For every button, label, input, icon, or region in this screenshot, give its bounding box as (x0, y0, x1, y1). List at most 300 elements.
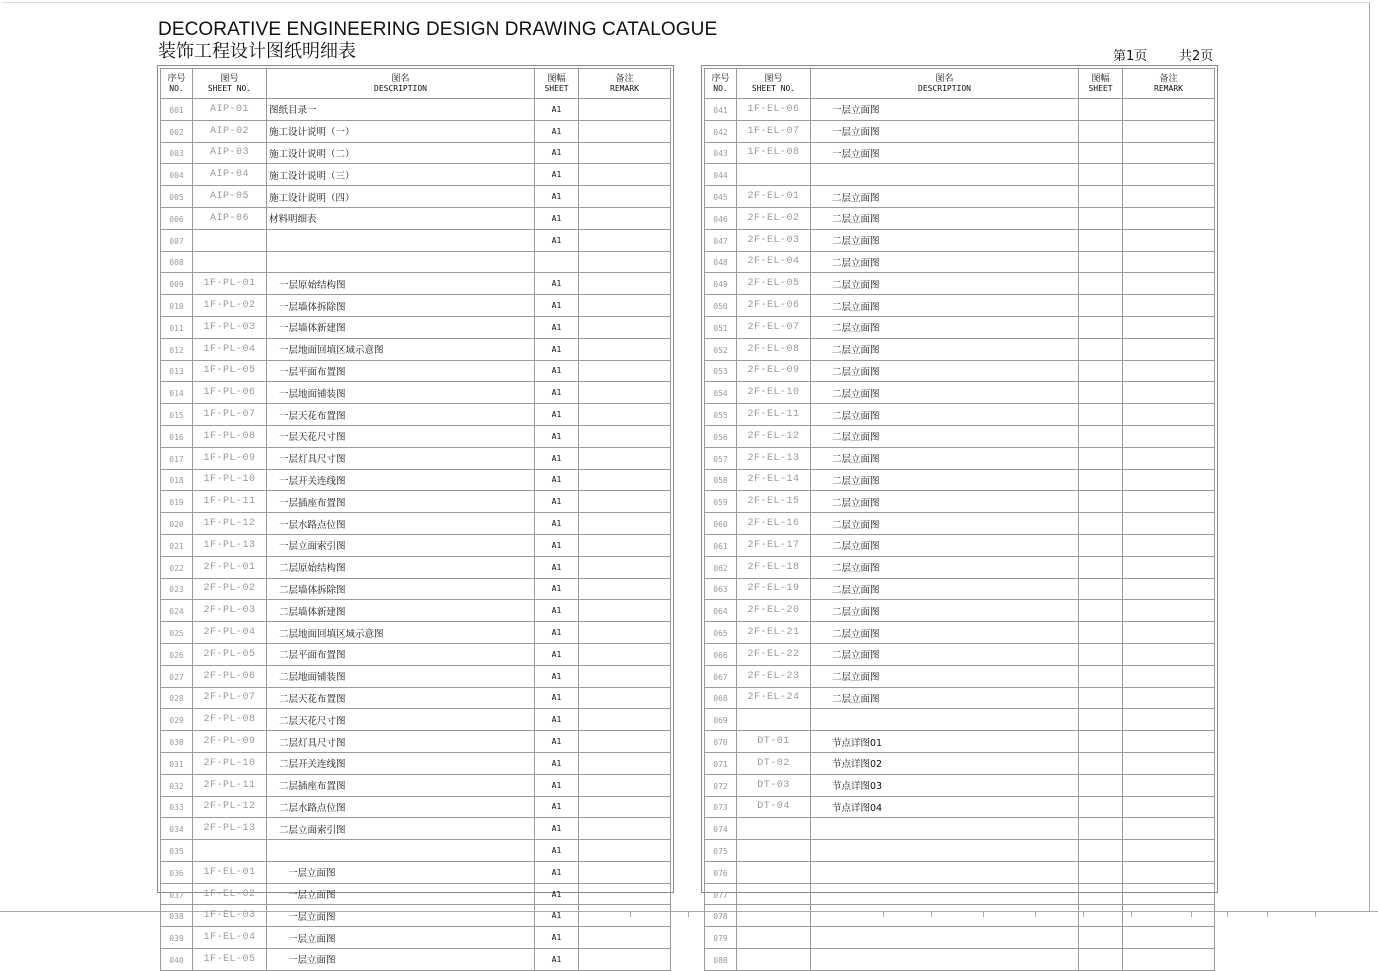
drawing-description: 一层开关连线图 (267, 469, 535, 491)
sheet-number: AIP-06 (193, 207, 267, 229)
remark-cell (579, 840, 671, 862)
table-row (161, 469, 671, 491)
row-number: 047 (705, 229, 737, 251)
row-number: 067 (705, 665, 737, 687)
sheet-number: 2F-EL-10 (737, 382, 811, 404)
remark-cell (579, 709, 671, 731)
row-number: 001 (161, 99, 193, 121)
sheet-number: 2F-EL-18 (737, 556, 811, 578)
sheet-size (1079, 360, 1123, 382)
sheet-size (1079, 600, 1123, 622)
sheet-size (1079, 556, 1123, 578)
remark-cell (579, 796, 671, 818)
drawing-description: 二层立面图 (811, 273, 1079, 295)
drawing-description: 二层立面图 (811, 534, 1079, 556)
row-number: 058 (705, 469, 737, 491)
drawing-description: 二层地面铺装图 (267, 665, 535, 687)
table-row (705, 905, 1215, 927)
catalogue-title-en: DECORATIVE ENGINEERING DESIGN DRAWING CATALOGUE (158, 19, 718, 40)
drawing-description: 一层原始结构图 (267, 273, 535, 295)
drawing-description: 一层平面布置图 (267, 360, 535, 382)
drawing-description: 二层立面图 (811, 295, 1079, 317)
remark-cell (579, 578, 671, 600)
row-number: 030 (161, 731, 193, 753)
table-row (705, 600, 1215, 622)
header-description: 图名 DESCRIPTION (811, 69, 1079, 99)
row-number: 006 (161, 207, 193, 229)
sheet-size (1079, 752, 1123, 774)
sheet-size (1079, 840, 1123, 862)
sheet-size (1079, 447, 1123, 469)
row-number: 002 (161, 120, 193, 142)
sheet-number (737, 883, 811, 905)
drawing-description: 二层地面回填区域示意图 (267, 622, 535, 644)
table-row (705, 883, 1215, 905)
row-number: 010 (161, 295, 193, 317)
sheet-number: 2F-EL-03 (737, 229, 811, 251)
drawing-description: 一层天花布置图 (267, 404, 535, 426)
table-row (705, 251, 1215, 273)
drawing-description: 二层立面图 (811, 513, 1079, 535)
remark-cell (1123, 643, 1215, 665)
row-number: 038 (161, 905, 193, 927)
sheet-size: A1 (535, 99, 579, 121)
drawing-description: 节点详图03 (811, 774, 1079, 796)
row-number: 076 (705, 861, 737, 883)
header-sheet-no: 图号 SHEET NO. (737, 69, 811, 99)
row-number: 066 (705, 643, 737, 665)
drawing-description: 一层立面图 (267, 883, 535, 905)
drawing-list-table-left (160, 68, 671, 971)
drawing-description: 一层立面图 (267, 861, 535, 883)
row-number: 027 (161, 665, 193, 687)
drawing-description: 二层立面图 (811, 556, 1079, 578)
row-number: 015 (161, 404, 193, 426)
sheet-size: A1 (535, 120, 579, 142)
remark-cell (1123, 796, 1215, 818)
sheet-number: 2F-EL-20 (737, 600, 811, 622)
row-number: 055 (705, 404, 737, 426)
sheet-size (1079, 709, 1123, 731)
row-number: 004 (161, 164, 193, 186)
sheet-size (1079, 665, 1123, 687)
sheet-number: 2F-EL-04 (737, 251, 811, 273)
row-number: 045 (705, 186, 737, 208)
row-number: 059 (705, 491, 737, 513)
sheet-number (737, 709, 811, 731)
sheet-size (1079, 731, 1123, 753)
sheet-size (1079, 404, 1123, 426)
sheet-size (1079, 229, 1123, 251)
table-row (705, 316, 1215, 338)
remark-cell (1123, 295, 1215, 317)
header-remark: 备注 REMARK (579, 69, 671, 99)
sheet-number: 1F-PL-09 (193, 447, 267, 469)
sheet-number: 1F-EL-08 (737, 142, 811, 164)
row-number: 008 (161, 251, 193, 273)
sheet-number: 2F-EL-01 (737, 186, 811, 208)
remark-cell (579, 556, 671, 578)
table-row (161, 622, 671, 644)
drawing-description (811, 927, 1079, 949)
sheet-size (1079, 469, 1123, 491)
drawing-description (267, 840, 535, 862)
remark-cell (579, 425, 671, 447)
drawing-description (811, 861, 1079, 883)
sheet-size: A1 (535, 186, 579, 208)
remark-cell (1123, 731, 1215, 753)
drawing-description (811, 840, 1079, 862)
sheet-number: 2F-EL-22 (737, 643, 811, 665)
sheet-size: A1 (535, 622, 579, 644)
table-row (161, 534, 671, 556)
sheet-size: A1 (535, 425, 579, 447)
table-row (705, 382, 1215, 404)
row-number: 043 (705, 142, 737, 164)
table-row (161, 120, 671, 142)
title-block-divider (1315, 912, 1316, 917)
row-number: 022 (161, 556, 193, 578)
row-number: 042 (705, 120, 737, 142)
sheet-size (1079, 186, 1123, 208)
remark-cell (579, 469, 671, 491)
title-block-divider (1267, 912, 1268, 917)
sheet-number: 2F-EL-12 (737, 425, 811, 447)
table-row (705, 556, 1215, 578)
title-block-divider (983, 912, 984, 917)
table-row (161, 360, 671, 382)
title-block-divider (630, 912, 631, 917)
sheet-number (737, 927, 811, 949)
drawing-description: 一层立面图 (267, 949, 535, 971)
table-row (161, 425, 671, 447)
sheet-number: 2F-PL-13 (193, 818, 267, 840)
sheet-number: 2F-EL-23 (737, 665, 811, 687)
sheet-size (1079, 382, 1123, 404)
sheet-size: A1 (535, 295, 579, 317)
sheet-number (737, 949, 811, 971)
drawing-description (811, 164, 1079, 186)
remark-cell (1123, 360, 1215, 382)
table-row (161, 731, 671, 753)
remark-cell (579, 382, 671, 404)
sheet-size: A1 (535, 164, 579, 186)
remark-cell (1123, 949, 1215, 971)
sheet-size: A1 (535, 534, 579, 556)
drawing-description (811, 949, 1079, 971)
catalogue-title-cn: 装饰工程设计图纸明细表 (158, 41, 356, 62)
remark-cell (1123, 491, 1215, 513)
header-no: 序号 NO. (705, 69, 737, 99)
sheet-number: 1F-EL-02 (193, 883, 267, 905)
table-row (161, 578, 671, 600)
sheet-number: 1F-EL-03 (193, 905, 267, 927)
sheet-size: A1 (535, 142, 579, 164)
remark-cell (579, 534, 671, 556)
remark-cell (1123, 578, 1215, 600)
remark-cell (1123, 99, 1215, 121)
table-row (705, 229, 1215, 251)
sheet-number (737, 861, 811, 883)
table-row (161, 949, 671, 971)
sheet-size: A1 (535, 665, 579, 687)
sheet-number: 1F-PL-05 (193, 360, 267, 382)
table-row (705, 949, 1215, 971)
remark-cell (579, 251, 671, 273)
sheet-size: A1 (535, 469, 579, 491)
drawing-description: 二层立面索引图 (267, 818, 535, 840)
sheet-size (535, 251, 579, 273)
drawing-description: 二层立面图 (811, 665, 1079, 687)
row-number: 019 (161, 491, 193, 513)
remark-cell (579, 338, 671, 360)
sheet-size (1079, 534, 1123, 556)
remark-cell (1123, 774, 1215, 796)
remark-cell (1123, 665, 1215, 687)
sheet-size (1079, 338, 1123, 360)
table-row (161, 295, 671, 317)
remark-cell (1123, 622, 1215, 644)
sheet-size: A1 (535, 207, 579, 229)
drawing-description: 二层立面图 (811, 207, 1079, 229)
sheet-number: 2F-PL-08 (193, 709, 267, 731)
drawing-description: 二层墙体新建图 (267, 600, 535, 622)
table-row (161, 643, 671, 665)
remark-cell (579, 120, 671, 142)
sheet-size: A1 (535, 229, 579, 251)
table-row (161, 687, 671, 709)
drawing-description: 二层立面图 (811, 360, 1079, 382)
row-number: 080 (705, 949, 737, 971)
table-row (705, 665, 1215, 687)
sheet-number: 1F-PL-10 (193, 469, 267, 491)
sheet-size: A1 (535, 883, 579, 905)
title-block-divider (1035, 912, 1036, 917)
sheet-size (1079, 316, 1123, 338)
row-number: 060 (705, 513, 737, 535)
sheet-number (193, 251, 267, 273)
drawing-description (267, 251, 535, 273)
table-row (705, 447, 1215, 469)
drawing-description: 二层开关连线图 (267, 752, 535, 774)
row-number: 003 (161, 142, 193, 164)
sheet-number: AIP-02 (193, 120, 267, 142)
sheet-number: 1F-PL-11 (193, 491, 267, 513)
drawing-description: 一层立面图 (811, 99, 1079, 121)
sheet-number: 2F-EL-19 (737, 578, 811, 600)
sheet-number: 2F-PL-11 (193, 774, 267, 796)
row-number: 077 (705, 883, 737, 905)
row-number: 037 (161, 883, 193, 905)
remark-cell (1123, 883, 1215, 905)
table-row (705, 99, 1215, 121)
sheet-size (1079, 818, 1123, 840)
table-row (705, 491, 1215, 513)
table-row (705, 818, 1215, 840)
table-row (161, 251, 671, 273)
table-row (705, 709, 1215, 731)
sheet-size (1079, 142, 1123, 164)
drawing-description: 二层立面图 (811, 643, 1079, 665)
row-number: 046 (705, 207, 737, 229)
table-row (161, 556, 671, 578)
page-number: 第1页 (1113, 49, 1148, 64)
table-row (161, 796, 671, 818)
sheet-number: DT-02 (737, 752, 811, 774)
table-row (705, 840, 1215, 862)
sheet-number: 2F-EL-14 (737, 469, 811, 491)
table-row (705, 534, 1215, 556)
row-number: 031 (161, 752, 193, 774)
table-row (705, 578, 1215, 600)
title-block-divider (688, 912, 689, 917)
row-number: 013 (161, 360, 193, 382)
drawing-description: 一层立面索引图 (267, 534, 535, 556)
row-number: 017 (161, 447, 193, 469)
remark-cell (1123, 447, 1215, 469)
sheet-size: A1 (535, 382, 579, 404)
sheet-number: 1F-EL-06 (737, 99, 811, 121)
remark-cell (1123, 818, 1215, 840)
header-remark: 备注 REMARK (1123, 69, 1215, 99)
row-number: 056 (705, 425, 737, 447)
sheet-number: 2F-EL-11 (737, 404, 811, 426)
remark-cell (579, 99, 671, 121)
row-number: 074 (705, 818, 737, 840)
sheet-size: A1 (535, 513, 579, 535)
remark-cell (1123, 251, 1215, 273)
title-block-divider (1083, 912, 1084, 917)
drawing-description: 二层水路点位图 (267, 796, 535, 818)
table-row (705, 338, 1215, 360)
table-row (705, 120, 1215, 142)
remark-cell (1123, 186, 1215, 208)
row-number: 026 (161, 643, 193, 665)
table-row (705, 142, 1215, 164)
sheet-number: 2F-PL-12 (193, 796, 267, 818)
drawing-description: 节点详图01 (811, 731, 1079, 753)
sheet-number: 1F-EL-01 (193, 861, 267, 883)
sheet-size (1079, 491, 1123, 513)
drawing-description: 二层立面图 (811, 600, 1079, 622)
drawing-description (811, 883, 1079, 905)
sheet-number: 1F-EL-05 (193, 949, 267, 971)
drawing-description (811, 905, 1079, 927)
remark-cell (579, 622, 671, 644)
remark-cell (579, 404, 671, 426)
remark-cell (1123, 316, 1215, 338)
row-number: 070 (705, 731, 737, 753)
table-row (705, 731, 1215, 753)
table-row (161, 883, 671, 905)
sheet-size (1079, 120, 1123, 142)
sheet-number: AIP-04 (193, 164, 267, 186)
drawing-description: 二层原始结构图 (267, 556, 535, 578)
remark-cell (1123, 338, 1215, 360)
row-number: 071 (705, 752, 737, 774)
drawing-description: 一层地面回填区域示意图 (267, 338, 535, 360)
catalogue-table-right (701, 65, 1218, 965)
header-sheet-no: 图号 SHEET NO. (193, 69, 267, 99)
drawing-description (811, 818, 1079, 840)
sheet-size (1079, 796, 1123, 818)
row-number: 068 (705, 687, 737, 709)
sheet-number: 2F-PL-07 (193, 687, 267, 709)
header-sheet-size: 图幅 SHEET (1079, 69, 1123, 99)
sheet-number: 2F-EL-09 (737, 360, 811, 382)
sheet-size (1079, 861, 1123, 883)
sheet-size: A1 (535, 578, 579, 600)
sheet-size: A1 (535, 949, 579, 971)
row-number: 079 (705, 927, 737, 949)
table-row (705, 796, 1215, 818)
row-number: 050 (705, 295, 737, 317)
sheet-number: 2F-PL-06 (193, 665, 267, 687)
drawing-description: 二层天花尺寸图 (267, 709, 535, 731)
sheet-number: 2F-PL-10 (193, 752, 267, 774)
sheet-size: A1 (535, 556, 579, 578)
title-block-divider (1191, 912, 1192, 917)
sheet-size: A1 (535, 731, 579, 753)
drawing-description: 图纸目录一 (267, 99, 535, 121)
header-description: 图名 DESCRIPTION (267, 69, 535, 99)
catalogue-table-left (157, 65, 674, 967)
drawing-description (811, 709, 1079, 731)
sheet-size: A1 (535, 927, 579, 949)
table-row (705, 207, 1215, 229)
remark-cell (579, 207, 671, 229)
drawing-description: 材料明细表 (267, 207, 535, 229)
table-row (161, 840, 671, 862)
drawing-description: 一层立面图 (811, 120, 1079, 142)
table-row (705, 273, 1215, 295)
sheet-size: A1 (535, 752, 579, 774)
sheet-number: 1F-PL-06 (193, 382, 267, 404)
drawing-description: 二层立面图 (811, 447, 1079, 469)
row-number: 078 (705, 905, 737, 927)
sheet-number: 1F-PL-08 (193, 425, 267, 447)
sheet-number: 2F-PL-05 (193, 643, 267, 665)
sheet-size: A1 (535, 643, 579, 665)
sheet-number: 1F-EL-07 (737, 120, 811, 142)
drawing-description: 一层灯具尺寸图 (267, 447, 535, 469)
sheet-number: 2F-EL-15 (737, 491, 811, 513)
table-row (161, 600, 671, 622)
remark-cell (1123, 273, 1215, 295)
table-row (161, 338, 671, 360)
sheet-number: 2F-EL-07 (737, 316, 811, 338)
remark-cell (579, 447, 671, 469)
sheet-number (737, 818, 811, 840)
remark-cell (579, 774, 671, 796)
remark-cell (579, 949, 671, 971)
sheet-number: 2F-PL-04 (193, 622, 267, 644)
remark-cell (579, 731, 671, 753)
sheet-number: 2F-PL-02 (193, 578, 267, 600)
sheet-size (1079, 622, 1123, 644)
remark-cell (1123, 556, 1215, 578)
table-row (705, 622, 1215, 644)
table-row (161, 99, 671, 121)
sheet-size (1079, 251, 1123, 273)
table-row (705, 469, 1215, 491)
sheet-size (1079, 687, 1123, 709)
sheet-number: 1F-PL-01 (193, 273, 267, 295)
drawing-description: 一层墙体拆除图 (267, 295, 535, 317)
remark-cell (579, 927, 671, 949)
remark-cell (1123, 513, 1215, 535)
drawing-description: 二层平面布置图 (267, 643, 535, 665)
